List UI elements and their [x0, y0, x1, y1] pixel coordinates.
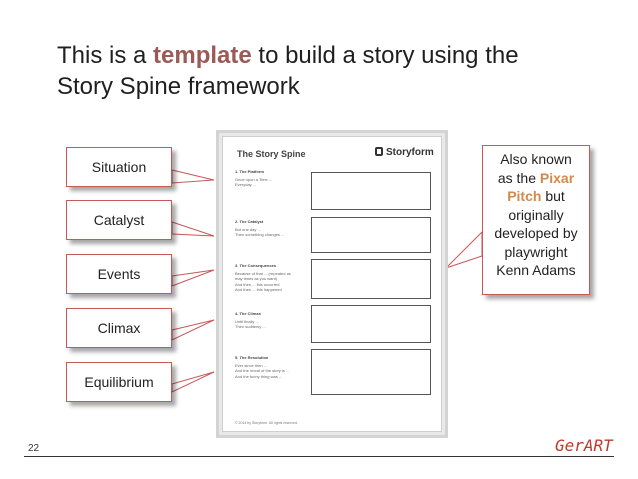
document-section — [235, 355, 311, 379]
callout-events: Events — [66, 254, 172, 294]
title-prefix: This is a — [57, 42, 154, 69]
document-section — [235, 219, 311, 238]
pointer-side-note — [446, 232, 482, 268]
section-heading: 4. The Climax — [235, 311, 261, 316]
document-section — [235, 169, 311, 188]
callout-equilibrium: Equilibrium — [66, 362, 172, 402]
section-line: And the moral of the story is ... — [235, 368, 290, 373]
side-note-text: as the — [497, 169, 540, 186]
section-line: Then something changes ... — [235, 232, 285, 237]
pitch-label: Pitch — [507, 188, 542, 204]
section-box — [311, 217, 431, 253]
section-line: Once upon a Time ... — [235, 176, 273, 182]
pointer-climax — [172, 320, 214, 340]
pixar-label: Pixar — [539, 169, 575, 186]
side-note-text: but — [541, 188, 565, 204]
pointer-situation — [172, 170, 214, 183]
side-note — [482, 145, 590, 295]
side-note-line — [483, 169, 589, 188]
section-line: And then ... this occurred — [235, 281, 280, 287]
title-highlight: template — [153, 42, 252, 69]
section-line: Until finally ... — [235, 318, 259, 324]
pointer-events — [172, 270, 214, 286]
section-line: Ever since then ... — [235, 362, 268, 368]
story-spine-document — [222, 136, 442, 432]
side-note-line: originally — [508, 206, 564, 223]
callout-climax: Climax — [66, 308, 172, 348]
section-heading: 5. The Resolution — [235, 355, 269, 360]
section-heading: 3. The Consequences — [235, 263, 277, 268]
section-line: may times as you want) — [235, 276, 278, 281]
section-line: But one day ... — [235, 226, 261, 232]
callout-situation: Situation — [66, 147, 172, 187]
logo-text: Storyform — [386, 147, 434, 158]
section-line: And the funny thing was ... — [235, 373, 283, 379]
document-section — [235, 263, 311, 293]
storyform-logo — [375, 147, 434, 158]
document-footer: © 2014 by Storyform. All rights reserved. — [235, 421, 298, 425]
section-box — [311, 172, 431, 210]
section-heading: 2. The Catalyst — [235, 219, 264, 224]
side-note-line — [483, 187, 589, 206]
slide-number: 22 — [28, 443, 40, 454]
footer-divider — [24, 456, 614, 457]
brand-logo: GerART — [555, 436, 613, 455]
pointer-catalyst — [172, 222, 214, 236]
document-title: The Story Spine — [237, 149, 306, 159]
section-line: Everyday ... — [235, 182, 257, 187]
side-note-line: developed by — [494, 225, 578, 241]
section-line: Then suddenly ... — [235, 324, 266, 329]
document-section — [235, 311, 311, 330]
section-heading: 1. The Platform — [235, 169, 264, 174]
section-box — [311, 349, 431, 395]
section-box — [311, 259, 431, 299]
section-line: And then ... this happened — [235, 287, 282, 292]
section-box — [311, 305, 431, 343]
side-note-line: Also known — [500, 151, 572, 167]
pointer-equilibrium — [172, 372, 214, 392]
title-suffix: to build a story using the Story Spine framework — [57, 42, 519, 100]
section-line: Because of that ... (repeated as — [235, 270, 291, 276]
storyform-icon — [375, 147, 383, 156]
callout-catalyst: Catalyst — [66, 200, 172, 240]
side-note-line: playwright — [504, 243, 568, 260]
side-note-line: Kenn Adams — [496, 262, 576, 278]
